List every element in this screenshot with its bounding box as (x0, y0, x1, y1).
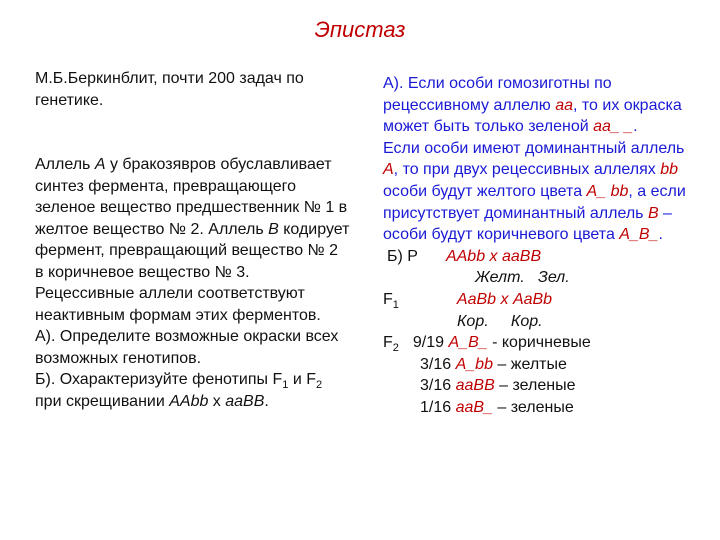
genotype: А_В_ (619, 226, 659, 244)
subscript: 1 (392, 298, 399, 311)
subscript: 2 (392, 342, 399, 355)
f2-row (383, 332, 703, 354)
f2-phenotype: – зеленые (494, 377, 576, 395)
f2-genotype: ааВВ (455, 377, 495, 395)
genotype: ааВВ (225, 392, 265, 410)
f2-ratio: 1/16 (420, 398, 452, 416)
slide-title: Эпистаз (314, 17, 406, 42)
genotype: ААbb (169, 392, 209, 410)
f2-phenotype: - коричневые (487, 334, 591, 352)
text-fragment: Б). Охарактеризуйте фенотипы F (35, 371, 283, 388)
parents-phenotype: Желт. Зел. (475, 269, 570, 287)
f1-label: F (383, 290, 393, 308)
problem-column (35, 68, 350, 412)
genotype: bb (660, 161, 679, 179)
genotype: аа (555, 96, 573, 114)
f2-row (383, 397, 703, 419)
text-fragment: – особи будут коричневого цвета (383, 204, 672, 244)
parents-row (383, 246, 703, 268)
genotype: аа_ _ (593, 118, 634, 136)
subscript: 2 (315, 379, 323, 391)
f1-phenotype: Кор. Кор. (457, 312, 543, 330)
f2-genotype: ааВ_ (455, 398, 493, 416)
allele-b: В (268, 220, 279, 238)
cross-scheme (383, 246, 703, 419)
f2-ratio: 9/19 (412, 334, 445, 352)
text-fragment: , то при двух рецессивных аллелях (393, 161, 661, 179)
text-fragment: кодирует фермент, превращающий вещество № 2 в коричневое вещество № 3. Рецессивные аллели соответствуют неактивным формам этих ферментов. (35, 220, 350, 324)
parents-cross: ААbb х ааВВ (445, 247, 542, 265)
problem-statement (35, 154, 350, 326)
answer-column (383, 73, 703, 419)
parents-label: Б) Р (387, 247, 418, 265)
text-fragment: Если особи имеют доминантный аллель (383, 139, 685, 157)
allele-a: А (383, 161, 394, 179)
parents-phenotype-row (383, 267, 703, 289)
question-b (35, 369, 350, 412)
f2-genotype: А_bb (455, 355, 493, 373)
answer-a (383, 73, 703, 138)
text-fragment: при скрещивании (35, 392, 170, 410)
f2-phenotype: – зеленые (492, 398, 574, 416)
text-fragment: Аллель (35, 156, 95, 173)
subscript: 1 (282, 379, 289, 391)
f2-row (383, 354, 703, 376)
allele-a: А (94, 156, 106, 173)
f2-row (383, 375, 703, 397)
text-fragment: . (633, 118, 638, 136)
text-fragment: особи будут желтого цвета (383, 182, 587, 200)
f2-genotype: А_В_ (448, 334, 488, 352)
text-fragment: . (658, 226, 663, 244)
text-fragment: и F (288, 371, 316, 388)
f2-ratio: 3/16 (420, 355, 452, 373)
text-fragment: , то их окраска может быть только зеленой (383, 96, 682, 136)
f1-row (383, 289, 703, 311)
answer-a-dominant (383, 138, 703, 246)
f1-cross: АаВb х АаВb (456, 290, 553, 308)
f2-label: F (383, 334, 393, 352)
allele-b: В (647, 204, 659, 222)
question-a: А). Определите возможные окраски всех возможных генотипов. (35, 328, 339, 367)
genotype: А_ bb (586, 182, 629, 200)
source-citation: М.Б.Беркинблит, почти 200 задач по генетике. (35, 70, 304, 109)
text-fragment: . (264, 392, 269, 410)
f1-phenotype-row (383, 311, 703, 333)
text-fragment: А). Если особи гомозиготны по рецессивному аллелю (383, 75, 612, 114)
text-fragment: х (208, 392, 226, 410)
f2-phenotype: – желтые (492, 355, 567, 373)
f2-ratio: 3/16 (420, 377, 452, 395)
text-fragment: , а если присутствует доминантный аллель (383, 182, 686, 222)
text-fragment: у бракозявров обуславливает синтез фермента, превращающего зеленое вещество предшественник № 1 в желтое вещество № 2. Аллель (35, 156, 348, 238)
